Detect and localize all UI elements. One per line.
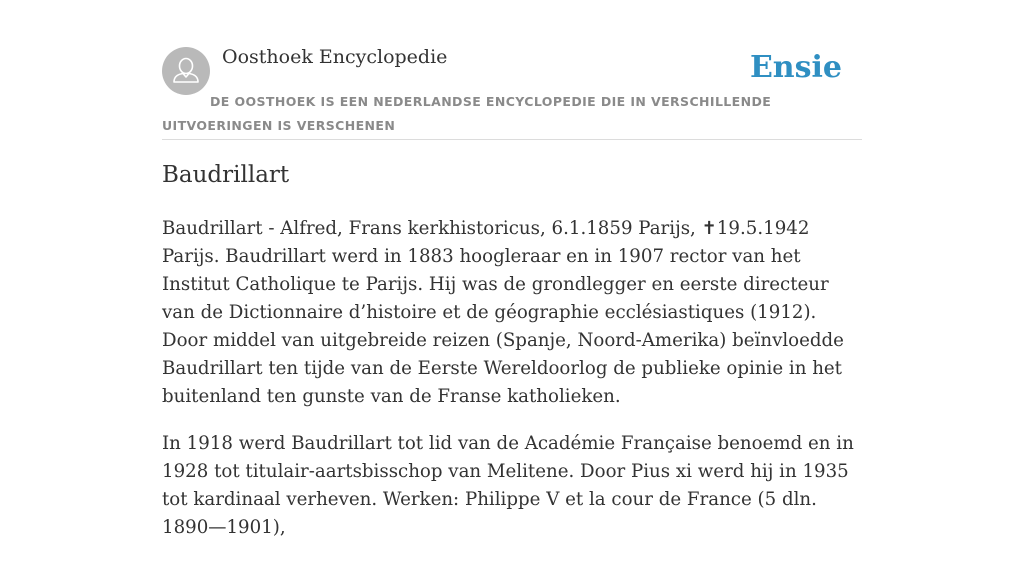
source-header — [162, 0, 862, 140]
article-body — [162, 215, 862, 561]
source-avatar[interactable] — [162, 47, 210, 95]
article-paragraph-2: In 1918 werd Baudrillart tot lid van de Académie Française benoemd en in 1928 tot titulair-aartsbisschop van Melitene. Door Pius xi werd hij in 1935 tot kardinaal verheven. Werken: Philippe V et la cour de France (5 dln. 1890—1901), — [162, 433, 854, 538]
article-paragraph-1: Baudrillart - Alfred, Frans kerkhistoricus, 6.1.1859 Parijs, ✝19.5.1942 Parijs. Baudrillart werd in 1883 hoogleraar en in 1907 rector van het Institut Catholique te Parijs. Hij was de grondlegger en eerste directeur van de Dictionnaire d’histoire et de géographie ecclésiastiques (1912). Door middel van uitgebreide reizen (Spanje, Noord-Amerika) beïnvloedde Baudrillart ten tijde van de Eerste Wereldoorlog de publieke opinie in het buitenland ten gunste van de Franse katholieken. — [162, 218, 844, 407]
user-icon — [162, 47, 210, 95]
page-container — [162, 0, 862, 538]
source-name-link[interactable]: Oosthoek Encyclopedie — [222, 46, 448, 68]
ensie-logo-link[interactable]: Ensie — [749, 50, 842, 85]
article-title: Baudrillart — [162, 162, 290, 188]
source-description: DE OOSTHOEK IS EEN NEDERLANDSE ENCYCLOPEDIE DIE IN VERSCHILLENDE UITVOERINGEN IS VERSCHENEN — [162, 94, 772, 133]
